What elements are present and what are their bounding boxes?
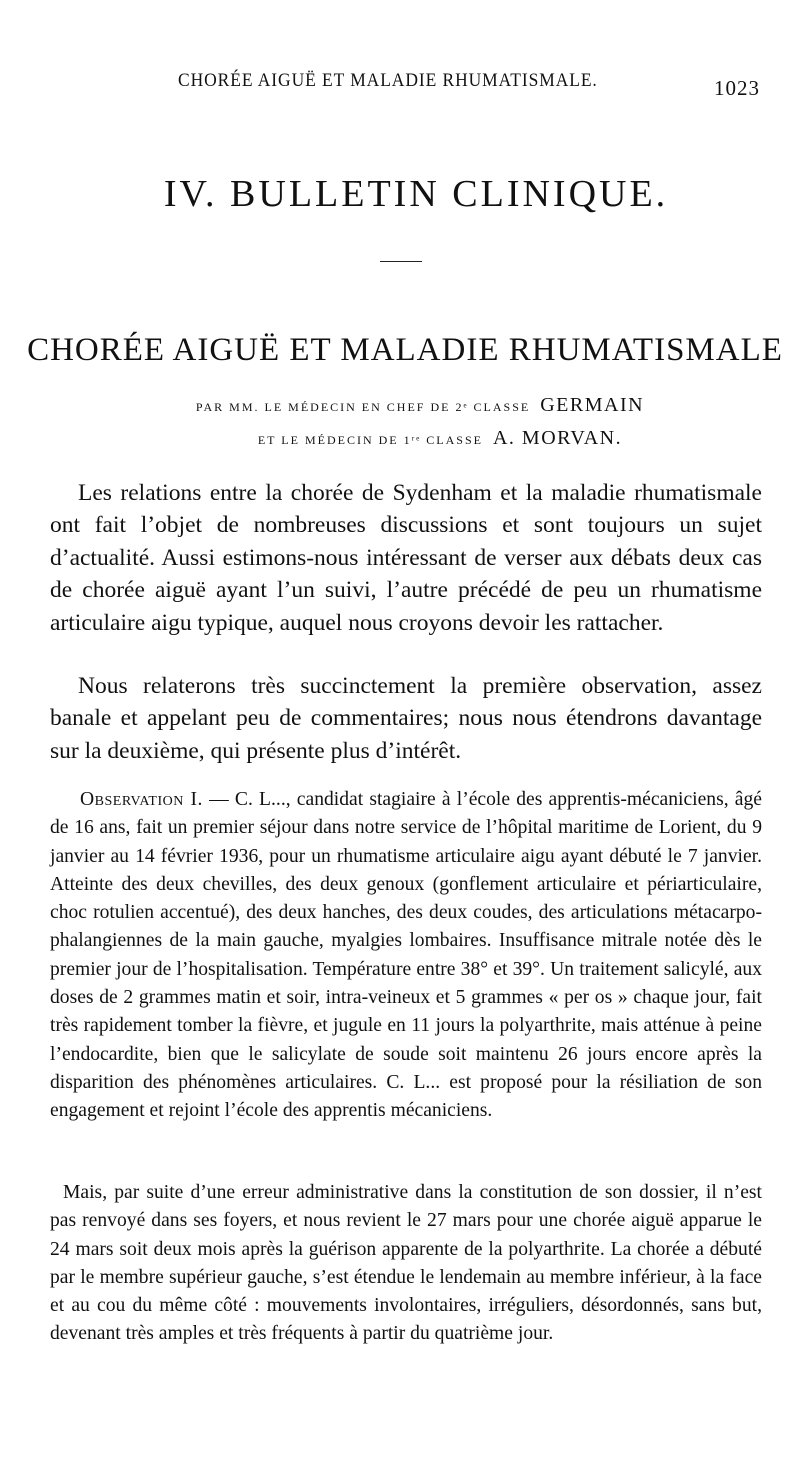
author-name-1: GERMAIN xyxy=(540,394,645,416)
observation-continuation: Mais, par suite d’une erreur administrative dans la constitution de son dossier, il n’est pas renvoyé dans ses foyers, et nous revient le 27 mars pour une chorée aiguë apparue le 24 mars soit deux mois après la guérison apparente de la polyarthrite. La chorée a débuté par le membre supérieur gauche, s’est étendue le lendemain au membre inférieur, à la face et au cou du même côté : mouvements involontaires, irréguliers, désordonnés, sans but, devenant très amples et très fréquents à partir du quatrième jour. xyxy=(50,1182,762,1345)
intro-paragraph-2: Nous relaterons très succinctement la première observation, assez banale et appelant peu de commentaires; nous nous étendrons davantage sur la deuxième, qui présente plus d’intérêt. xyxy=(50,673,762,764)
intro-paragraph-1: Les relations entre la chorée de Sydenham et la maladie rhumatismale ont fait l’objet de nombreuses discussions et sont toujours un sujet d’actualité. Aussi estimons-nous intéressant de verser aux débats deux cas de chorée aiguë ayant l’un suivi, l’autre précédé de peu un rhumatisme articulaire aigu typique, auquel nous croyons devoir les rattacher. xyxy=(50,480,762,636)
byline-prefix-2: ET LE MÉDECIN DE 1ʳᵉ CLASSE xyxy=(257,433,483,447)
running-header xyxy=(50,70,760,110)
page-number: 1023 xyxy=(714,76,760,100)
running-title: CHORÉE AIGUË ET MALADIE RHUMATISMALE. xyxy=(178,70,598,91)
observation-label: Observation I. xyxy=(80,789,203,810)
section-heading: IV. BULLETIN CLINIQUE. xyxy=(163,173,669,215)
observation-paragraph xyxy=(50,786,762,1126)
heading-divider xyxy=(380,261,422,262)
byline-line-1 xyxy=(20,394,800,417)
byline-line-2 xyxy=(40,427,800,450)
byline-prefix-1: PAR MM. LE MÉDECIN EN CHEF DE 2ᵉ CLASSE xyxy=(195,400,531,414)
observation-text: — C. L..., candidat stagiaire à l’école des apprentis-mécaniciens, âgé de 16 ans, fait un premier séjour dans notre service de l’hôpital maritime de Lorient, du 9 janvier au 14 février 1936, pour un rhumatisme articulaire aigu ayant débuté le 7 janvier. Atteinte des deux chevilles, des deux genoux (gonflement articulaire et périarticulaire, choc rotulien accentué), des deux hanches, des deux coudes, des articulations métacarpo-phalangiennes de la main gauche, myalgies lombaires. Insuffisance mitrale notée dès le premier jour de l’hospitalisation. Température entre 38° et 39°. Un traitement salicylé, aux doses de 2 grammes matin et soir, intra-veineux et 5 grammes « per os » chaque jour, fait très rapidement tomber la fièvre, et jugule en 11 jours la polyarthrite, mais atténue à peine l’endocardite, bien que le salicylate de soude soit maintenu 26 jours encore après la disparition des phénomènes articulaires. C. L... est proposé pour la résiliation de son engagement et rejoint l’école des apprentis mécaniciens. xyxy=(50,789,762,1122)
article-title: CHORÉE AIGUË ET MALADIE RHUMATISMALE xyxy=(27,332,783,368)
author-name-2: A. MORVAN. xyxy=(492,427,623,449)
